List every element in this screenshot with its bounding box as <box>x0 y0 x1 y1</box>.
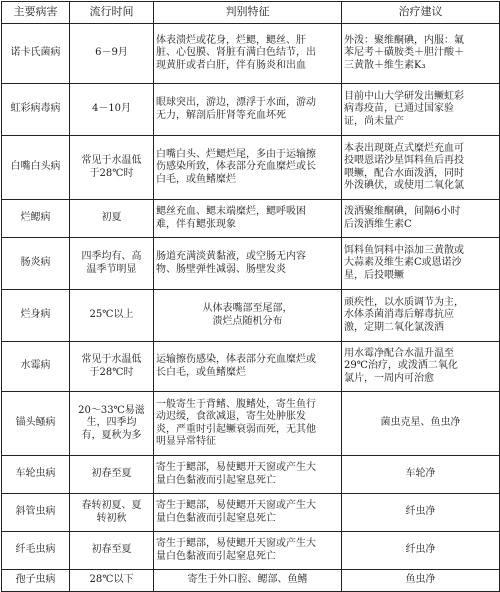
season-cell <box>70 392 154 456</box>
season-text: 6－9月 <box>95 47 128 59</box>
treatment-text: 泼洒聚维酮碘，间隔6小时 后泼洒维生素C <box>344 206 461 230</box>
table-header <box>2 2 500 24</box>
season-cell <box>70 494 154 532</box>
disease-name-text: 烂身病 <box>20 309 51 321</box>
features-cell <box>154 24 342 84</box>
header-treatment: 治疗建议 <box>342 2 500 24</box>
header-row <box>2 2 500 24</box>
table-row <box>2 200 500 238</box>
features-text: 寄生于鳃部，易使鳃开天窗或产生大 量白色黏液而引起窒息死亡 <box>156 500 316 524</box>
features-cell <box>154 290 342 342</box>
features-text: 白嘴白头、烂鳃烂尾，多由于运输擦 伤感染所致，体表部分充血糜烂或长 白毛，或鱼鳍糜烂 <box>156 148 316 185</box>
treatment-text: 饵料鱼饲料中添加三黄散或 大蒜素及维生素C或恩诺沙 星，后投喂鳜 <box>344 244 464 281</box>
disease-name-text: 锚头鳋病 <box>15 417 56 429</box>
table-row <box>2 392 500 456</box>
features-cell <box>154 392 342 456</box>
treatment-cell <box>342 24 500 84</box>
season-text: 春转初夏、夏 转初秋 <box>81 500 142 524</box>
features-text: 从体表嘴部至尾部， 溃烂点随机分布 <box>202 303 293 327</box>
disease-name <box>2 570 70 592</box>
features-text: 鳃丝充血、鳃末端糜烂，鳃呼吸困 难，伴有鳃张现象 <box>156 206 306 230</box>
features-cell <box>154 84 342 136</box>
table-row <box>2 290 500 342</box>
season-text: 4－10月 <box>91 103 132 115</box>
season-cell <box>70 200 154 238</box>
table-row <box>2 136 500 200</box>
table-row <box>2 84 500 136</box>
treatment-cell <box>342 136 500 200</box>
features-cell <box>154 238 342 290</box>
features-text: 一般寄生于背鳍、腹鳍处，寄生鱼行 动迟缓，食欲减退，寄生处肿胀发 炎，严重时引起鳜衰弱而死，无其他 明显异常特征 <box>156 398 316 447</box>
season-text: 28℃以下 <box>89 574 134 586</box>
disease-name <box>2 532 70 570</box>
disease-name <box>2 200 70 238</box>
treatment-cell <box>342 84 500 136</box>
season-text: 四季均有、高 温季节明显 <box>81 251 142 275</box>
treatment-cell <box>342 342 500 392</box>
season-text: 初春至夏 <box>91 468 132 480</box>
season-text: 初春至夏 <box>91 544 132 556</box>
disease-name <box>2 392 70 456</box>
season-text: 25℃以上 <box>89 309 134 321</box>
treatment-text: 鱼虫净 <box>405 574 436 586</box>
disease-name <box>2 342 70 392</box>
disease-name-text: 水霉病 <box>20 360 51 372</box>
season-text: 常见于水温低 于28℃时 <box>81 354 142 378</box>
features-cell <box>154 136 342 200</box>
treatment-text: 纤虫净 <box>405 544 436 556</box>
disease-name-text: 肠炎病 <box>20 257 51 269</box>
features-text: 寄生于鳃部，易使鳃开天窗或产生大 量白色黏液而引起窒息死亡 <box>156 538 316 562</box>
treatment-text: 目前中山大学研发出鳜虹彩 病毒疫苗，已通过国家验 证，尚未量产 <box>344 90 464 127</box>
disease-name-text: 诺卡氏菌病 <box>10 47 61 59</box>
table-row <box>2 24 500 84</box>
season-text: 常见于水温低 于28℃时 <box>81 155 142 179</box>
table-row <box>2 238 500 290</box>
disease-name-text: 车轮虫病 <box>15 468 56 480</box>
features-text: 寄生于外口腔、鳃部、鱼鳍 <box>187 574 308 586</box>
features-text: 体表溃烂或花身，烂鳃，鳃丝、肝 脏、心包膜、肾脏有满白色结节，出 现黄肝或者白肝，伴有肠炎和出血 <box>156 34 316 71</box>
disease-name <box>2 494 70 532</box>
features-cell <box>154 494 342 532</box>
disease-name <box>2 24 70 84</box>
treatment-cell <box>342 456 500 494</box>
disease-name-text: 虹彩病毒病 <box>10 103 61 115</box>
disease-name-text: 白嘴白头病 <box>10 161 61 173</box>
treatment-cell <box>342 494 500 532</box>
season-cell <box>70 570 154 592</box>
disease-name-text: 烂鳃病 <box>20 212 51 224</box>
features-text: 寄生于鳃部，易使鳃开天窗或产生大 量白色黏液而引起窒息死亡 <box>156 462 316 486</box>
fish-disease-table <box>1 1 500 592</box>
season-text: 20～33℃易滋 生，四季均 有，夏秋为多 <box>78 404 145 441</box>
features-cell <box>154 200 342 238</box>
treatment-text: 顽疾性，以水质调节为主， 水体杀菌消毒后解毒抗应 激，定期二氧化氯泼洒 <box>344 296 464 333</box>
season-cell <box>70 342 154 392</box>
treatment-text: 用水霉净配合水温升温至 29℃治疗，或泼洒二氧化 氯片，一周内可治愈 <box>344 347 458 384</box>
treatment-cell <box>342 570 500 592</box>
header-season: 流行时间 <box>70 2 154 24</box>
treatment-cell <box>342 532 500 570</box>
season-cell <box>70 532 154 570</box>
disease-name-text: 纤毛虫病 <box>15 544 56 556</box>
disease-name <box>2 238 70 290</box>
treatment-cell <box>342 392 500 456</box>
header-disease: 主要病害 <box>2 2 70 24</box>
disease-name <box>2 456 70 494</box>
season-cell <box>70 456 154 494</box>
disease-name-text: 孢子虫病 <box>15 574 56 586</box>
disease-name-text: 斜管虫病 <box>15 506 56 518</box>
season-cell <box>70 24 154 84</box>
season-text: 初夏 <box>101 212 122 224</box>
table-row <box>2 456 500 494</box>
treatment-text: 外泼：聚维酮碘，内服：氟 苯尼考＋磺胺类＋胆汁酸＋ 三黄散＋维生素K₃ <box>344 34 464 71</box>
table-body <box>2 24 500 592</box>
header-features: 判别特征 <box>154 2 342 24</box>
treatment-cell <box>342 238 500 290</box>
season-cell <box>70 238 154 290</box>
treatment-text: 本表出现斑点式糜烂充血可 投喂恩诺沙星饵料鱼后再投 喂鳜，配合水面泼洒，同时 外泼碘伏，或使用二氧化氯 <box>344 142 464 191</box>
disease-name <box>2 290 70 342</box>
features-cell <box>154 570 342 592</box>
treatment-cell <box>342 290 500 342</box>
table-row <box>2 342 500 392</box>
table-row <box>2 570 500 592</box>
treatment-cell <box>342 200 500 238</box>
features-cell <box>154 456 342 494</box>
treatment-text: 纤虫净 <box>405 506 436 518</box>
season-cell <box>70 84 154 136</box>
disease-name <box>2 136 70 200</box>
treatment-text: 车轮净 <box>405 468 436 480</box>
treatment-text: 菌虫克星、鱼虫净 <box>380 417 461 429</box>
features-cell <box>154 532 342 570</box>
table-row <box>2 494 500 532</box>
table-row <box>2 532 500 570</box>
features-text: 肠道充满淡黄黏液，或空肠无内容 物、肠壁弹性减弱、肠壁发炎 <box>156 251 306 275</box>
season-cell <box>70 136 154 200</box>
season-cell <box>70 290 154 342</box>
features-text: 眼球突出，游边，漂浮于水面，游动 无力，解剖后肝肾等充血坏死 <box>156 97 316 121</box>
disease-name <box>2 84 70 136</box>
features-text: 运输擦伤感染，体表部分充血糜烂或 长白毛，或鱼鳍糜烂 <box>156 354 316 378</box>
features-cell <box>154 342 342 392</box>
